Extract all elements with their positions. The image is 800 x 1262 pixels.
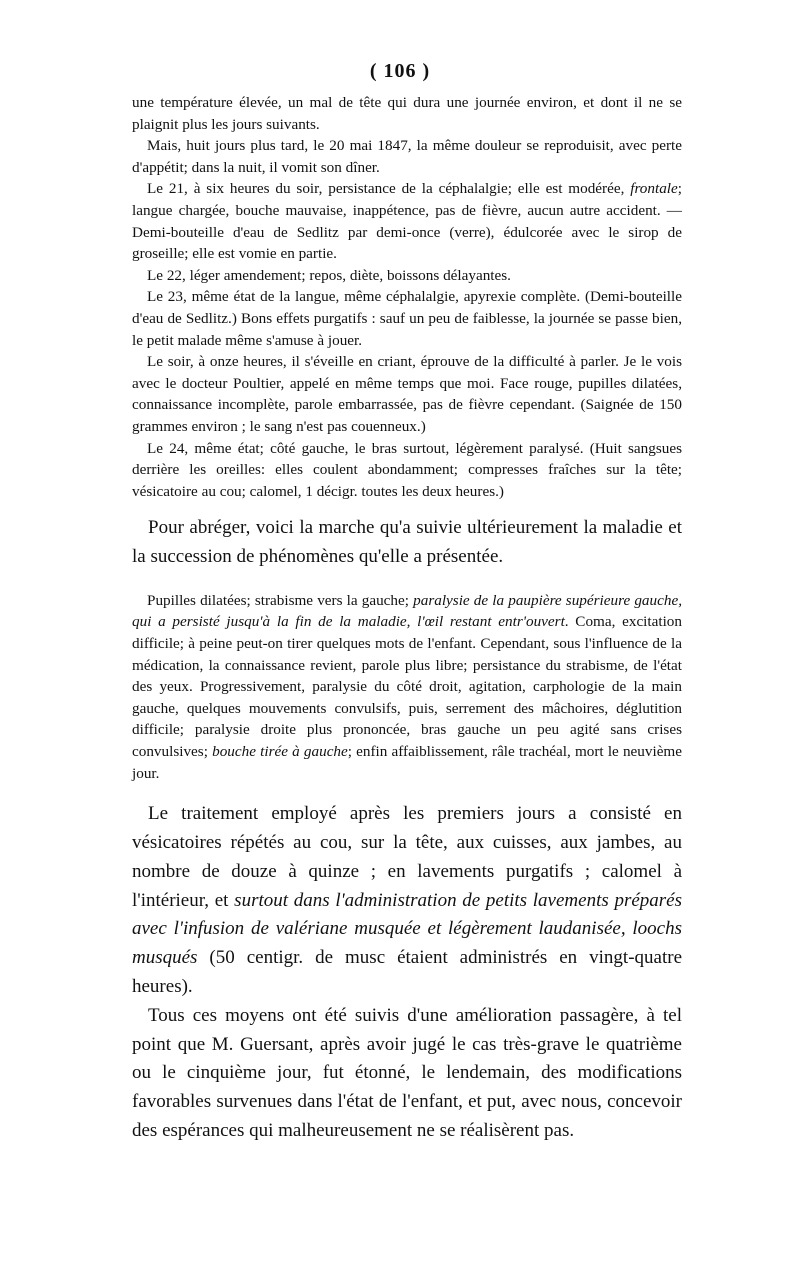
text-run: (50 centigr. de musc étaient administrés en vingt-quatre heures). xyxy=(132,947,682,997)
paragraph xyxy=(132,265,682,287)
text-run: Le 22, léger amendement; repos, diète, boissons délayantes. xyxy=(147,266,511,284)
paragraph xyxy=(132,514,682,572)
text-run: Le soir, à onze heures, il s'éveille en criant, éprouve de la difficulté à parler. Je le vois avec le docteur Poultier, appelé en même temps que moi. Face rouge, pupilles dilatées, connaissance incomplète, parole embarrassée, pas de fièvre cependant. (Saignée de 150 grammes environ ; le sang n'est pas couenneux.) xyxy=(132,353,682,435)
text-run: ; enfin affaiblissement, râle trachéal, mort le neuvième jour. xyxy=(132,743,682,782)
treatment-section xyxy=(132,800,682,1146)
paragraph xyxy=(132,590,682,784)
paragraph xyxy=(132,351,682,437)
text-run: . Coma, excitation difficile; à peine peut-on tirer quelques mots de l'enfant. Cependant, sous l'influence de la médication, la connaissance revient, parole plus libre; persistance du strabisme, de l'état des yeux. Progressivement, paralysie du côté droit, agitation, carphologie de la main gauche, quelques mouvements convulsifs, puis, serrement des mâchoires, déglutition difficile; paralysie droite plus prononcée, bras gauche un peu agité sans crises convulsives; xyxy=(132,613,682,761)
italic-text: frontale xyxy=(630,180,678,198)
italic-text: bouche tirée à gauche xyxy=(212,743,348,761)
text-run: Le 24, même état; côté gauche, le bras surtout, légèrement paralysé. (Huit sangsues derrière les oreilles: elles coulent abondamment; compresses fraîches sur la tête; vésicatoire au cou; calomel, 1 décigr. toutes les deux heures.) xyxy=(132,439,682,500)
paragraph xyxy=(132,286,682,351)
paragraph xyxy=(132,92,682,135)
symptoms-section xyxy=(132,590,682,784)
paragraph xyxy=(132,178,682,264)
paragraph xyxy=(132,438,682,503)
text-run: ; langue chargée, bouche mauvaise, inappétence, pas de fièvre, aucun autre accident. — Demi-bouteille d'eau de Sedlitz par demi-once (verre), édulcorée avec le sirop de groseille; elle est vomie en partie. xyxy=(132,180,682,263)
text-run: Le 23, même état de la langue, même céphalalgie, apyrexie complète. (Demi-bouteille d'eau de Sedlitz.) Bons effets purgatifs : sauf un peu de faiblesse, la journée se passe bien, le petit malade même s'amuse à jouer. xyxy=(132,288,682,349)
page-number: ( 106 ) xyxy=(369,60,431,82)
paragraph xyxy=(132,135,682,178)
text-column xyxy=(132,92,682,1146)
paragraph xyxy=(132,1002,682,1146)
text-run: Le traitement employé après les premiers jours a consisté en vésicatoires répétés au cou, sur la tête, aux cuisses, aux jambes, au nombre de douze à quinze ; en lavements purgatifs ; calomel à l'intérieur, et xyxy=(132,803,682,911)
case-log-section xyxy=(132,92,682,502)
paragraph xyxy=(132,800,682,1002)
text-run: Le 21, à six heures du soir, persistance de la céphalalgie; elle est modérée, xyxy=(147,180,631,198)
summary-intro-section xyxy=(132,514,682,572)
text-run: Tous ces moyens ont été suivis d'une amélioration passagère, à tel point que M. Guersant, après avoir jugé le cas très-grave le quatrième ou le cinquième jour, fut étonné, le lendemain, des modifications favorables survenues dans l'état de l'enfant, et put, avec nous, concevoir des espérances qui malheureusement ne se réalisèrent pas. xyxy=(132,1004,682,1141)
text-run: Mais, huit jours plus tard, le 20 mai 1847, la même douleur se reproduisit, avec perte d'appétit; dans la nuit, il vomit son dîner. xyxy=(132,137,682,176)
text-run: Pupilles dilatées; strabisme vers la gauche; xyxy=(147,591,414,609)
text-run: Pour abréger, voici la marche qu'a suivie ultérieurement la maladie et la succession de phénomènes qu'elle a présentée. xyxy=(132,517,682,568)
italic-text: surtout dans l'administration de petits lavements préparés avec l'infusion de valériane musquée et légèrement laudanisée, loochs musqués xyxy=(132,889,682,969)
text-run: une température élevée, un mal de tête qui dura une journée environ, et dont il ne se plaignit plus les jours suivants. xyxy=(132,94,682,133)
italic-text: paralysie de la paupière supérieure gauche, qui a persisté jusqu'à la fin de la maladie, l'œil restant entr'ouvert xyxy=(132,591,682,631)
